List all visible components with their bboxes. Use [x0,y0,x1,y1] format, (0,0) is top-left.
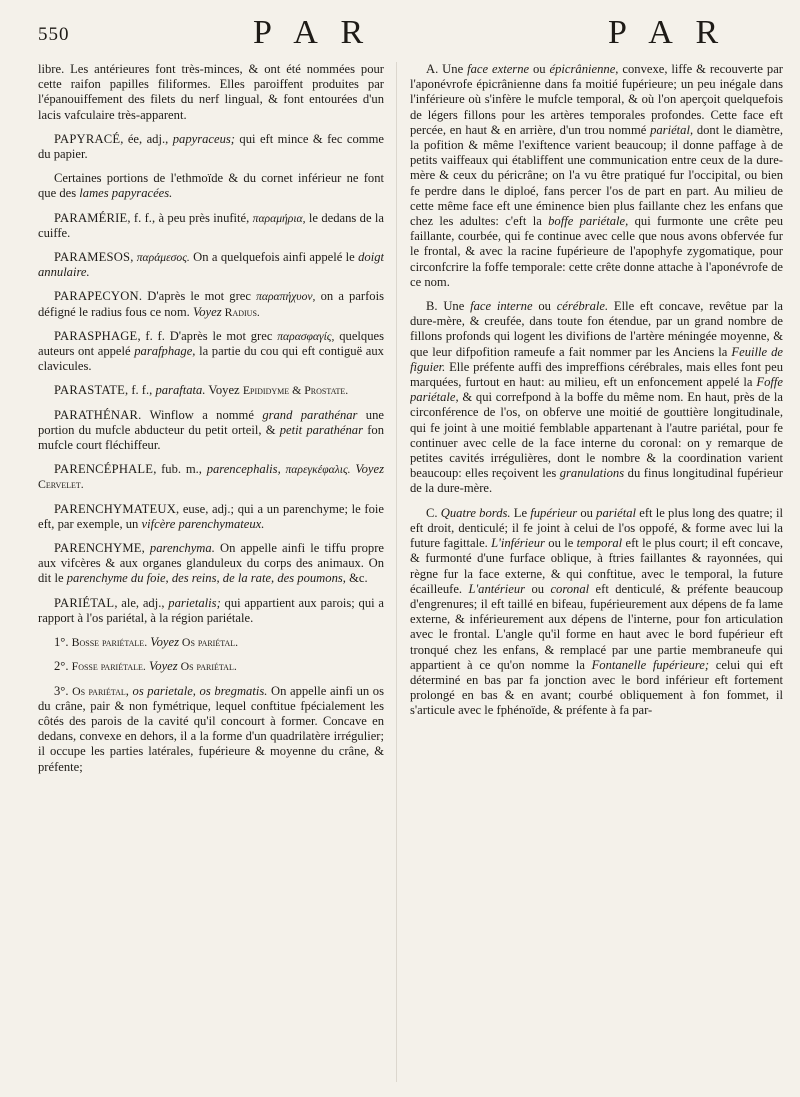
left-column [38,62,384,1087]
entry-papyrace-note: Certaines portions de l'ethmoïde & du cornet inférieur ne font que des lames papyracées. [38,171,384,201]
running-title-left: P A R [253,14,372,51]
headword: PARENCHYME [54,541,142,556]
headword: PARAMESOS [54,250,131,265]
entry-papyrace: PAPYRACÉ, ée, adj., papyraceus; qui eft mince & fec comme du papier. [38,131,384,162]
headword: PARIÉTAL [54,595,115,610]
cross-reference: Os pariétal. [178,635,239,650]
headword: PARENCÉPHALE [54,462,154,477]
column-divider [396,62,397,1082]
entry-parastate: PARASTATE, f. f., paraftata. Voyez Epididyme & Prostate. [54,383,349,398]
cross-reference: Os pariétal. [177,659,237,674]
headword: PAPYRACÉ [54,131,121,146]
subentry-fosse-parietale: 2°. Fosse pariétale. Voyez Os pariétal. [54,659,237,674]
page-number: 550 [38,24,70,45]
paragraph-quatre-bords: C. Quatre bords. Le fupérieur ou pariétal eft le plus long des quatre; il eft droit, denticulé; il fe joint à celui de l'os oppofé, & forme avec lui la future fagittale. L'inférieur ou le temporal eft le plus court; il eft concave, & furmonté d'une furface oblique, à ftries faillantes & rayonnées, qui règne fur la face externe, & qui conftitue, avec le temporal, la future écailleufe. L'antérieur ou coronal eft denticulé, & préfente beaucoup d'engrenures; il eft taillé en bifeau, fupérieurement aux dépens de fa lame externe, & inférieurement aux dépens de l'interne, pour fon articulation avec le frontal. L'angle qu'il forme en haut avec le bord fupérieur eft tronqué chez les enfans, & remplacé par une partie membraneufe qui appartient à ce qu'on nomme la Fontanelle fupérieure; celui qui eft déterminé en bas par fa jonction avec le bord inférieur eft fortement prolongé en bas & en avant; courbé obliquement à fon fommet, il s'articule avec le fphénoïde, & préfente à fa par- [410,505,783,718]
subentry-os-parietal: 3°. Os pariétal, os parietale, os bregmatis. On appelle ainfi un os du crâne, pair & non fymétrique, lequel conftitue fpécialement les côtés des parois de la cavité qu'il concourt à former. Concave en dedans, convexe en dehors, il a la forme d'un quadrilatère irrégulier; il occupe les parties latérales, fupérieure & moyenne du crâne, & préfente; [38,683,384,774]
headword: PARATHÉNAR. [54,407,142,422]
entry-parasphage: PARASPHAGE, f. f. D'après le mot grec παρασφαγίς, quelques auteurs ont appelé parafphage, la partie du cou qui eft contiguë aux clavicules. [38,328,384,374]
entry-parencephale: PARENCÉPHALE, fub. m., parencephalis, παρεγκέφαλις. Voyez Cervelet. [38,462,384,492]
right-column [410,62,783,1087]
entry-parapecyon: PARAPECYON. D'après le mot grec παραπήχυον, on a parfois défigné le radius fous ce nom. Voyez Radius. [38,289,384,319]
cross-reference: Epididyme & Prostate. [242,383,349,398]
entry-paramerie: PARAMÉRIE, f. f., à peu près inufité, παραμήρια, le dedans de la cuiffe. [38,210,384,240]
headword: PARASTATE [54,383,126,398]
entry-parathenar: PARATHÉNAR. Winflow a nommé grand parathénar une portion du mufcle abducteur du petit orteil, & petit parathénar fon mufcle court fléchiffeur. [38,407,384,453]
headword: PARAMÉRIE [54,210,128,225]
continued-paragraph: libre. Les antérieures font très-minces, & ont été nommées pour cette raifon papilles filiformes. Elles paroiffent produites par l'épanouiffement des filets du nerf lingual, & font entourées d'un lacis vafculaire très-apparent. [38,62,384,122]
entry-paramesos: PARAMESOS, παράμεσος. On a quelquefois ainfi appelé le doigt annulaire. [38,250,384,280]
entry-parenchymateux: PARENCHYMATEUX, euse, adj.; qui a un parenchyme; le foie eft, par exemple, un vifcère parenchymateux. [38,501,384,531]
cross-reference: Radius. [221,304,260,319]
headword: PARAPECYON. [54,289,143,304]
headword: PARENCHYMATEUX [54,501,176,516]
paragraph-face-externe: A. Une face externe ou épicrânienne, convexe, liffe & recouverte par l'aponévrofe épicrânienne dans fa moitié fupérieure; un peu inégale dans l'inférieure où s'infère le mufcle temporal, & où l'on aperçoit quelquefois de légers fillons pour les artères temporales profondes. Cette face eft percée, en haut & en arrière, d'un trou nommé pariétal, dont le diamètre, la pofition & même l'exiftence varient beaucoup; il donne paffage à de petits vaiffeaux qui établiffent une communication entre ceux de la dure-mère & ceux du péricrâne; on l'a vu être pratiqué fur l'occipital, ou bien fe perdre dans le diploé, fans percer l'os de part en part. Au milieu de cette même face eft une éminence bien plus faillante chez les enfans que chez les adultes: c'eft la boffe pariétale, qui furmonte une crête peu faillante, courbée, qui fe continue avec celle que nous avons obfervée fur le frontal, & avec la racine fupérieure de l'apophyfe zygomatique, pour circonfcrire la foffe temporale: cette crête donne attache à l'aponévrofe de ce nom. [410,62,783,289]
paragraph-face-interne: B. Une face interne ou cérébrale. Elle eft concave, revêtue par la dure-mère, & creufée, dans toute fon étendue, par un grand nombre de fillons profonds qui logent les divifions de l'artère méningée moyenne, & que leur difpofition rameufe a fait nommer par les Anciens la Feuille de figuier. Elle préfente auffi des impreffions cérébrales, mais elles font peu marquées, furtout en haut: au milieu, eft un enfoncement appelé la Foffe pariétale, & qui correfpond à la boffe du même nom. En haut, près de la circonférence de l'os, on obferve une moitié de gouttière longitudinale, qui fe joint à une moitié femblable appartenant à l'autre pariétal, pour fe continuer avec celle de la face interne du coronal: on y remarque de petites cavités irrégulières, dont le nombre & la coordination varient beaucoup: elles reçoivent les granulations du finus longitudinal fupérieur de la dure-mère. [410,299,783,496]
entry-parietal: PARIÉTAL, ale, adj., parietalis; qui appartient aux parois; qui a rapport à l'os pariétal, à la région pariétale. [38,595,384,625]
entry-parenchyme: PARENCHYME, parenchyma. On appelle ainfi le tiffu propre aux vifcères & aux organes glanduleux du corps des animaux. On dit le parenchyme du foie, des reins, de la rate, des poumons, &c. [38,541,384,586]
running-header [38,10,775,50]
subentry-bosse-parietale: 1°. Bosse pariétale. Voyez Os pariétal. [54,635,239,650]
running-title-right: P A R [608,14,727,51]
cross-reference: Cervelet. [38,477,84,492]
headword: PARASPHAGE [54,328,138,343]
